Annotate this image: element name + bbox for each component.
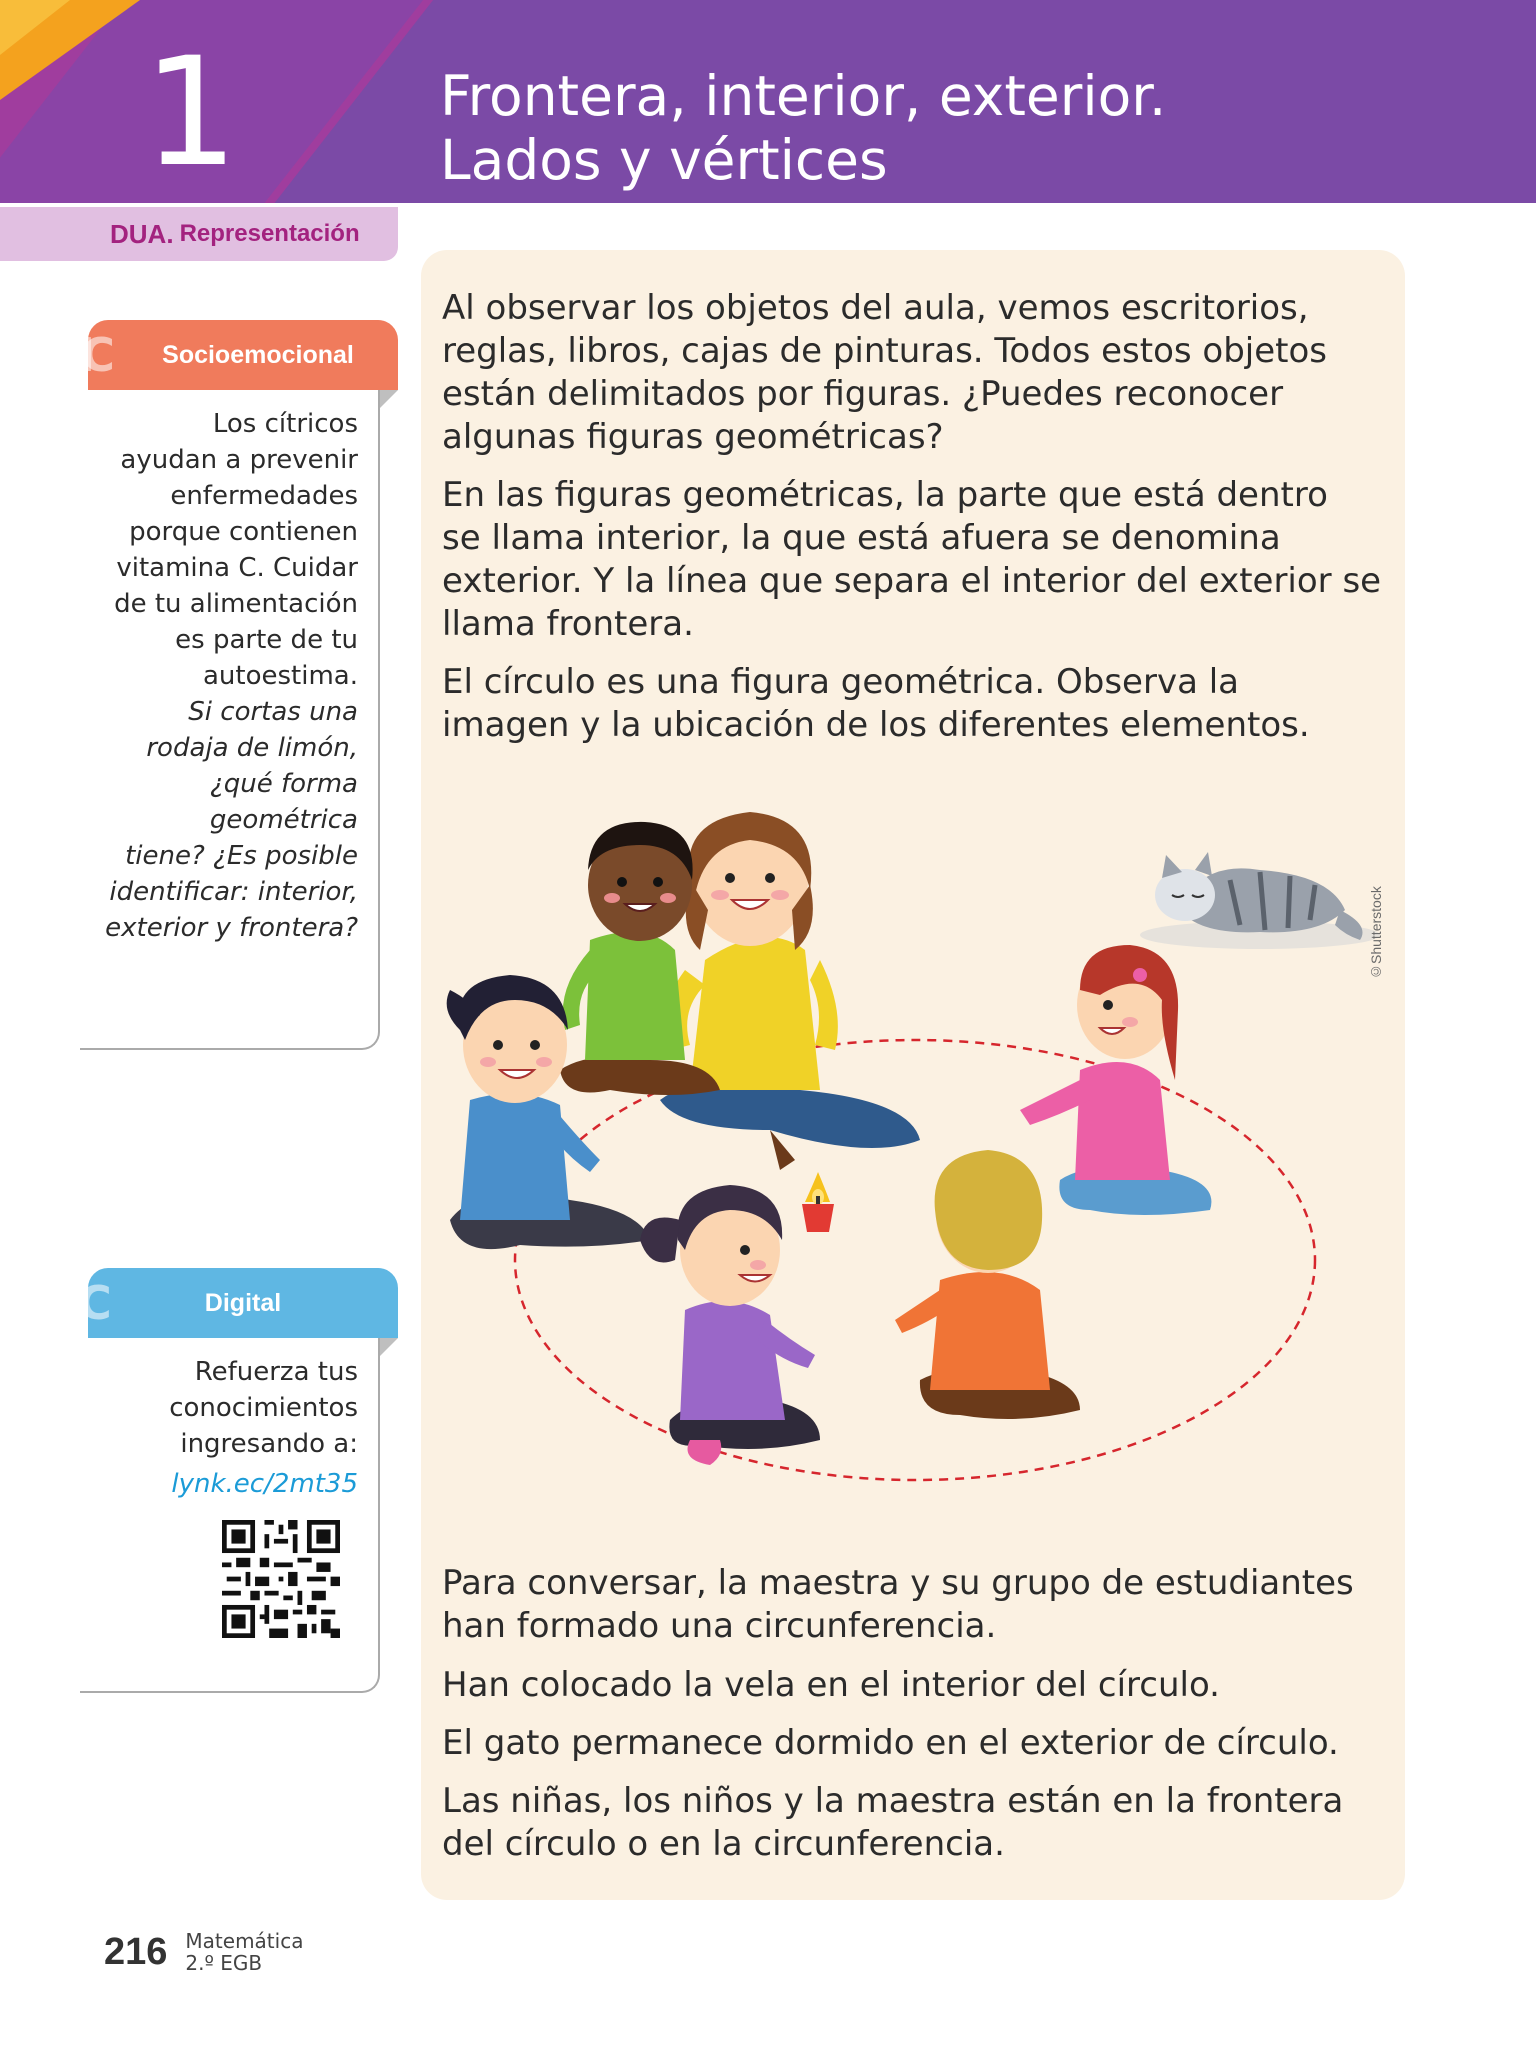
- text-line: Los cítricos: [212, 409, 358, 439]
- text-line: ayudan a prevenir: [120, 445, 358, 475]
- girl-pink-figure: [1020, 945, 1211, 1215]
- socioemocional-header: [78, 320, 398, 390]
- text-line: ingresando a:: [180, 1429, 358, 1459]
- cat-icon: [1140, 852, 1380, 949]
- text-line: exterior. Y la línea que separa el interior del exterior se: [442, 561, 1382, 601]
- socioemocional-label: Socioemocional: [162, 340, 354, 369]
- text-line: exterior y frontera?: [105, 913, 358, 943]
- ribbon-fold: [380, 390, 398, 408]
- children-circle-illustration: [440, 800, 1410, 1520]
- dua-tab: [0, 207, 398, 261]
- text-line: algunas figuras geométricas?: [442, 417, 944, 457]
- digital-header: [78, 1268, 398, 1338]
- text-line: Si cortas una: [188, 697, 358, 727]
- text-line: es parte de tu: [175, 625, 358, 655]
- ribbon-fold: [380, 1338, 398, 1356]
- text-line: están delimitados por figuras. ¿Puedes reconocer: [442, 374, 1284, 414]
- subject-label: Matemática: [185, 1929, 304, 1953]
- text-line: En las figuras geométricas, la parte que está dentro: [442, 475, 1328, 515]
- text-line: Refuerza tus: [194, 1357, 358, 1387]
- page-title-line: Frontera, interior, exterior.: [440, 64, 1167, 128]
- text-line: rodaja de limón,: [146, 733, 358, 763]
- cat-paragraph: [442, 1722, 1392, 1765]
- boy-orange-figure: [895, 1150, 1080, 1419]
- text-line: reglas, libros, cajas de pinturas. Todos estos objetos: [442, 331, 1327, 371]
- circle-paragraph: [442, 661, 1392, 747]
- intro-paragraph: [442, 287, 1392, 459]
- candle-paragraph: [442, 1664, 1392, 1707]
- text-line: tiene? ¿Es posible: [125, 841, 358, 871]
- grade-label: 2.º EGB: [185, 1951, 263, 1975]
- page-title: [440, 64, 1166, 192]
- teacher-figure: [660, 812, 920, 1170]
- text-line: del círculo o en la circunferencia.: [442, 1824, 1005, 1864]
- image-credit: ©Shutterstock: [1368, 886, 1384, 980]
- socioemocional-content: [80, 390, 380, 1050]
- digital-content: [80, 1338, 380, 1693]
- text-line: ¿qué forma: [209, 769, 358, 799]
- text-line: geométrica: [209, 805, 358, 835]
- page-number: 216: [104, 1930, 168, 1973]
- text-line: han formado una circunferencia.: [442, 1606, 997, 1646]
- dua-category: Representación: [179, 220, 360, 247]
- definition-paragraph: [442, 474, 1392, 646]
- socioemocional-body: [86, 406, 358, 694]
- dashed-circle-frontier: [515, 1040, 1315, 1480]
- text-line: imagen y la ubicación de los diferentes elementos.: [442, 705, 1310, 745]
- text-line: El círculo es una figura geométrica. Observa la: [442, 662, 1239, 702]
- page-info: [185, 1930, 303, 1974]
- unit-header: [0, 0, 1536, 203]
- frontier-paragraph: [442, 1780, 1392, 1866]
- text-line: de tu alimentación: [114, 589, 358, 619]
- text-line: llama frontera.: [442, 604, 694, 644]
- dua-label: DUA.: [110, 218, 174, 249]
- girl-purple-figure: [640, 1185, 820, 1465]
- text-line: identificar: interior,: [109, 877, 358, 907]
- text-line: conocimientos: [169, 1393, 358, 1423]
- text-line: enfermedades: [170, 481, 358, 511]
- text-line: autoestima.: [203, 661, 358, 691]
- socioemocional-question: [86, 694, 358, 946]
- digital-label: Digital: [204, 1288, 282, 1317]
- text-line: Han colocado la vela en el interior del círculo.: [442, 1665, 1220, 1705]
- ic-logo-icon: IC: [78, 328, 101, 382]
- text-line: Las niñas, los niños y la maestra están en la frontera: [442, 1781, 1344, 1821]
- socioemocional-box: [0, 320, 398, 1050]
- qr-code-icon[interactable]: [222, 1520, 340, 1638]
- page-title-line: Lados y vértices: [440, 128, 888, 192]
- text-line: se llama interior, la que está afuera se denomina: [442, 518, 1281, 558]
- candle-icon: [802, 1172, 834, 1232]
- text-line: El gato permanece dormido en el exterior de círculo.: [442, 1723, 1339, 1763]
- digital-box: [0, 1268, 398, 1693]
- digital-link[interactable]: lynk.ec/2mt35: [171, 1469, 358, 1499]
- unit-number: 1: [143, 26, 235, 200]
- text-line: Para conversar, la maestra y su grupo de estudiantes: [442, 1563, 1354, 1603]
- header-corner-accent: [0, 0, 70, 55]
- page-footer: [104, 1930, 303, 1974]
- text-line: porque contienen: [129, 517, 358, 547]
- text-line: vitamina C. Cuidar: [116, 553, 358, 583]
- c-logo-icon: C: [78, 1276, 98, 1330]
- discussion-paragraph: [442, 1562, 1392, 1648]
- text-line: Al observar los objetos del aula, vemos escritorios,: [442, 288, 1309, 328]
